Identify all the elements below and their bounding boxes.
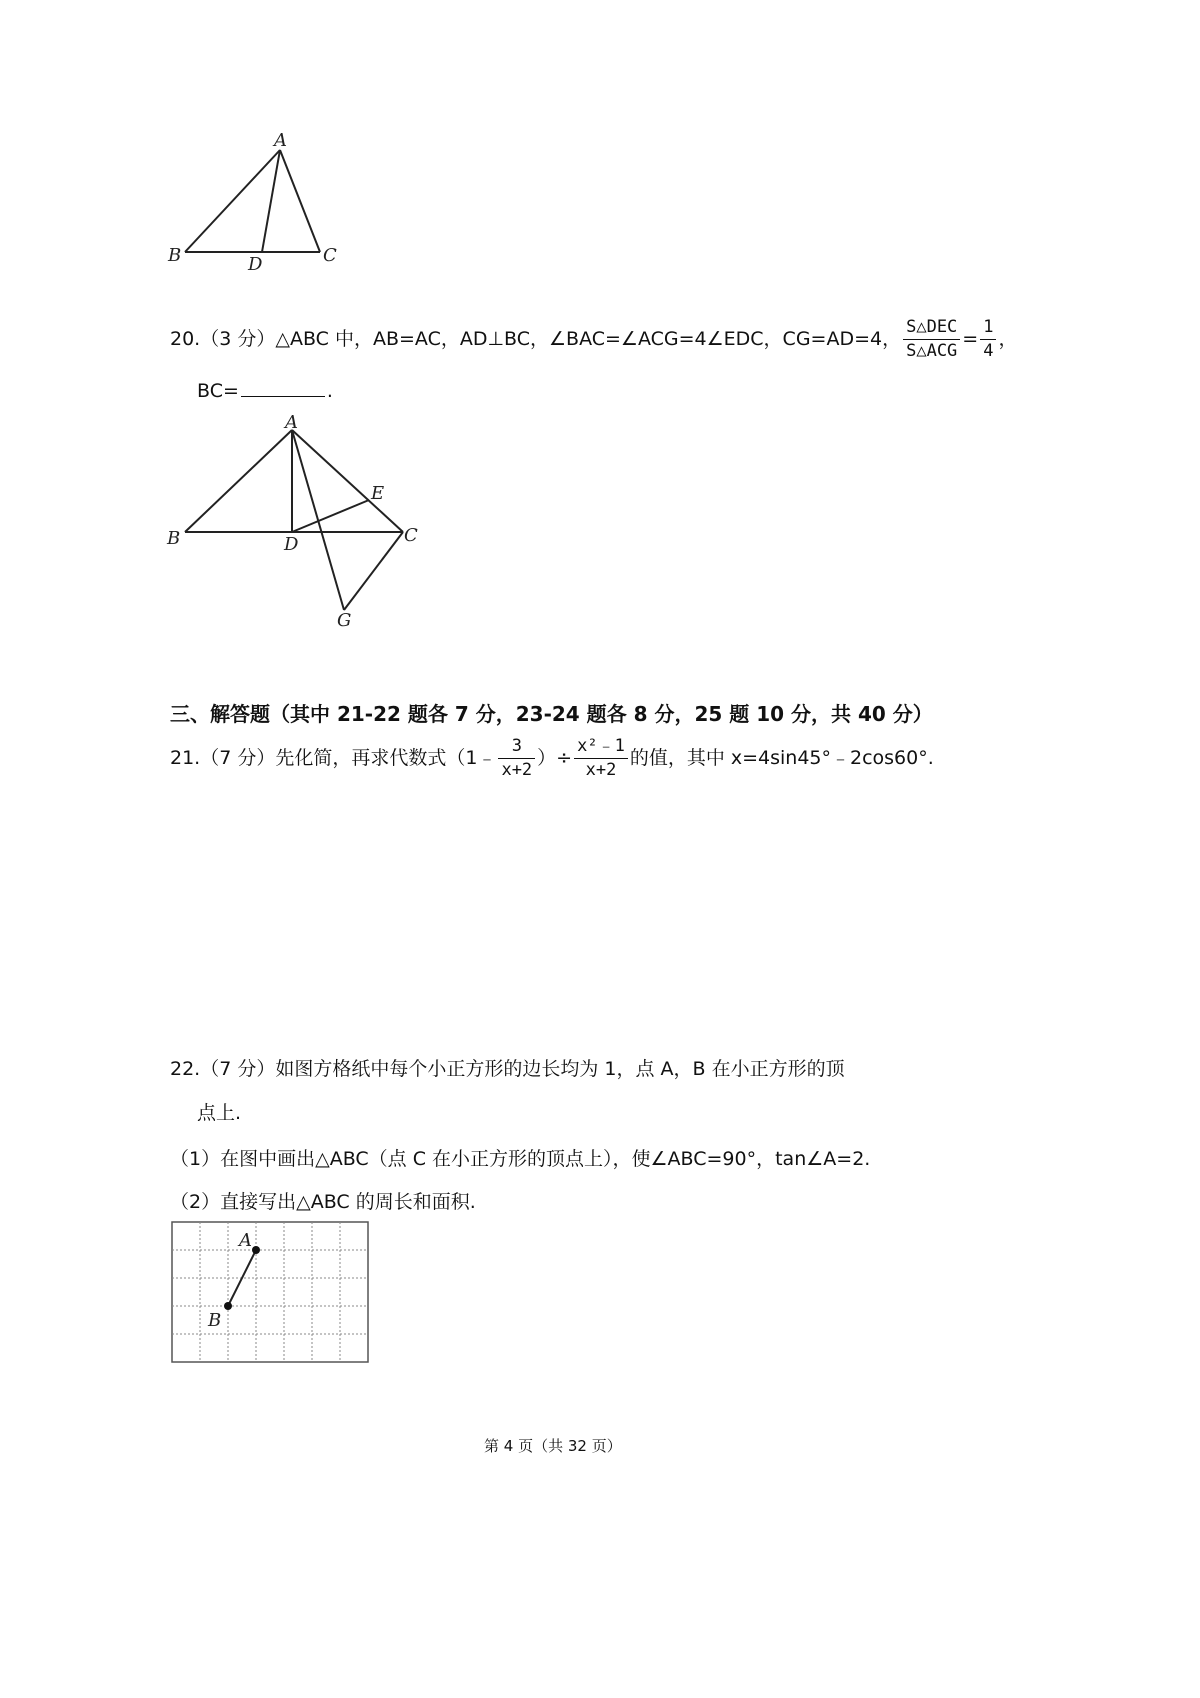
point-label-a: A: [285, 412, 298, 433]
q20-equals: =: [962, 328, 979, 351]
area-ratio-fraction: [903, 318, 960, 361]
point-label-a: A: [274, 130, 287, 151]
q20-answer-suffix: .: [326, 380, 333, 402]
figure-triangle-abd: [160, 130, 360, 270]
grid-figure: [170, 1220, 372, 1366]
q20-number: 20.: [170, 328, 201, 351]
q20-text: △ABC 中，AB=AC，AD⊥BC，∠BAC=∠ACG=4∠EDC，CG=AD=4，: [275, 328, 902, 351]
ratio-value-denominator: 4: [983, 340, 994, 361]
fraction-1-numerator: 3: [498, 737, 535, 759]
q22-part-1: （1）在图中画出△ABC（点 C 在小正方形的顶点上），使∠ABC=90°，tan∠A=2.: [170, 1148, 871, 1170]
point-b: [224, 1302, 232, 1310]
area-ratio-denominator: S△ACG: [906, 340, 958, 361]
q20-score: （3 分）: [200, 328, 276, 351]
fraction-2-denominator: x+2: [585, 759, 617, 780]
edge-ac: [280, 150, 320, 252]
point-label-b: B: [208, 1310, 222, 1331]
q20-answer-line: [197, 382, 333, 401]
edge-de: [292, 500, 369, 532]
q20-tail: ，: [998, 328, 1018, 351]
fraction-x2-minus-1-over-x-plus-2: [574, 737, 628, 780]
point-label-d: D: [284, 534, 299, 555]
q21-text-3: 的值，其中 x=4sin45°﹣2cos60°.: [629, 747, 934, 770]
edge-ag: [292, 430, 344, 610]
point-label-a: A: [239, 1230, 252, 1251]
point-label-b: B: [167, 528, 181, 549]
point-a: [252, 1246, 260, 1254]
answer-blank[interactable]: [241, 395, 325, 397]
edge-ab: [185, 430, 292, 532]
q21-number: 21.: [170, 747, 201, 770]
figure-triangle-abc-g: [160, 410, 440, 640]
edge-cg: [344, 532, 403, 610]
q20-answer-prefix: BC=: [197, 380, 239, 402]
q22-line-2: 点上.: [197, 1102, 242, 1124]
q22-part-2: （2）直接写出△ABC 的周长和面积.: [170, 1191, 476, 1213]
question-20: [170, 318, 1017, 361]
point-label-d: D: [248, 254, 263, 270]
point-label-b: B: [168, 245, 182, 266]
point-label-c: C: [323, 245, 337, 266]
point-label-c: C: [404, 525, 418, 546]
edge-ac: [292, 430, 403, 532]
fraction-1-denominator: x+2: [501, 759, 533, 780]
grid-border: [172, 1222, 368, 1362]
q21-score: （7 分）: [200, 747, 276, 770]
area-ratio-numerator: S△DEC: [903, 318, 960, 340]
edge-ab: [185, 150, 280, 252]
grid-lines: [172, 1222, 368, 1362]
section-heading: 三、解答题（其中 21-22 题各 7 分，23-24 题各 8 分，25 题 10 分，共 40 分）: [170, 702, 933, 726]
page-footer: 第 4 页（共 32 页）: [484, 1437, 622, 1455]
q22-line-1: 22.（7 分）如图方格纸中每个小正方形的边长均为 1，点 A，B 在小正方形的顶: [170, 1058, 845, 1080]
q21-text-2: ）÷: [537, 747, 573, 770]
ratio-value-fraction: [980, 318, 996, 361]
point-label-e: E: [371, 483, 385, 504]
fraction-2-numerator: x²﹣1: [574, 737, 628, 759]
point-label-g: G: [337, 610, 352, 631]
ratio-value-numerator: 1: [980, 318, 996, 340]
q21-text-1: 先化简，再求代数式（1﹣: [275, 747, 497, 770]
question-21: [170, 737, 934, 780]
fraction-3-over-x-plus-2: [498, 737, 535, 780]
